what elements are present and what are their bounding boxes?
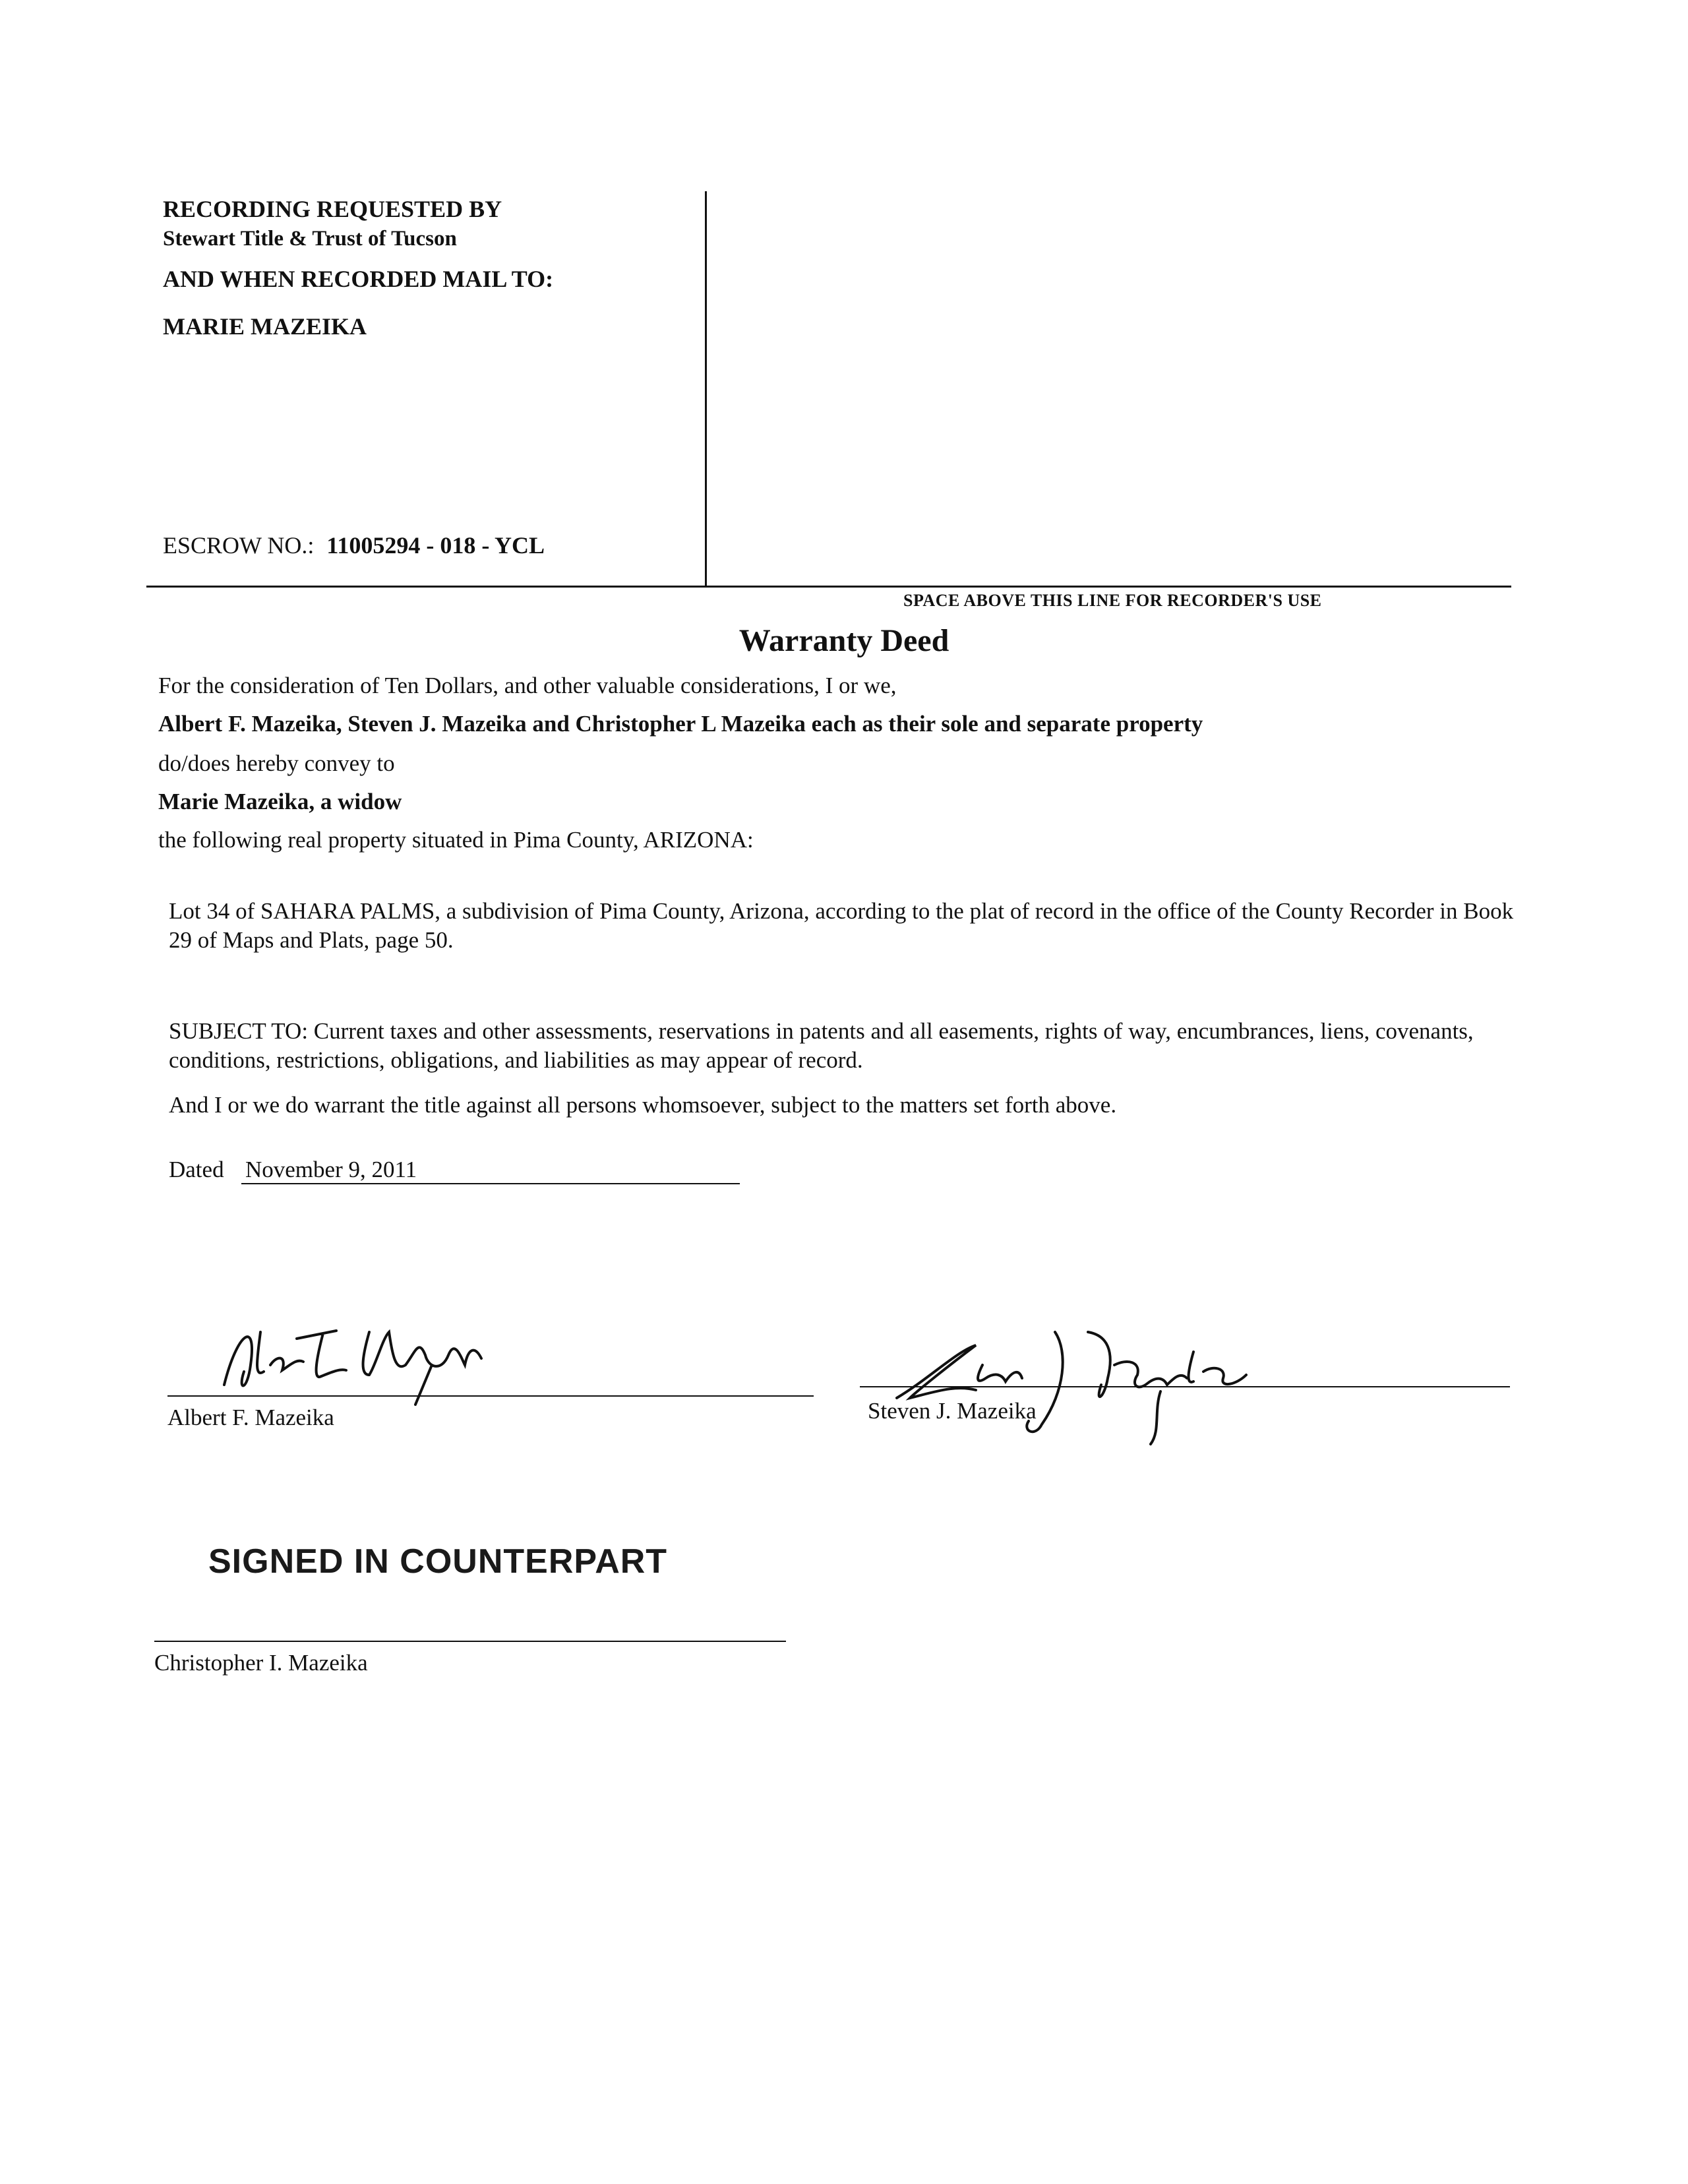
convey-text: do/does hereby convey to — [158, 750, 395, 776]
signature-steven-icon — [877, 1312, 1299, 1457]
signature-line-steven — [860, 1386, 1510, 1387]
signature-albert-icon — [198, 1292, 607, 1411]
signature-line-christopher — [154, 1641, 786, 1642]
signer-albert-name: Albert F. Mazeika — [167, 1405, 334, 1430]
consideration-text: For the consideration of Ten Dollars, and other valuable considerations, I or we, — [158, 673, 897, 698]
deed-title: Warranty Deed — [738, 623, 950, 658]
dated-label: Dated — [169, 1157, 224, 1182]
legal-description: Lot 34 of SAHARA PALMS, a subdivision of Pima County, Arizona, according to the plat of record in the office of the County Recorder in Book 29 of Maps and Plats, page 50. — [169, 898, 1514, 953]
grantee-text: Marie Mazeika, a widow — [158, 789, 402, 814]
recorder-space-line — [146, 586, 1511, 588]
subject-to: SUBJECT TO: Current taxes and other assessments, reservations in patents and all easements, rights of way, encumbrances, liens, covenants, conditions, restrictions, obligations, and liabilities as may appear of record. — [169, 1018, 1474, 1073]
escrow-line — [163, 531, 545, 559]
signer-christopher-name: Christopher I. Mazeika — [154, 1650, 368, 1676]
dated-value: November 9, 2011 — [245, 1157, 417, 1182]
mail-to-label: AND WHEN RECORDED MAIL TO: — [163, 266, 554, 292]
signed-in-counterpart-stamp: SIGNED IN COUNTERPART — [208, 1542, 668, 1581]
requester-name: Stewart Title & Trust of Tucson — [163, 227, 457, 251]
dated-underline — [241, 1183, 740, 1184]
mail-to-name: MARIE MAZEIKA — [163, 313, 367, 340]
escrow-label: ESCROW NO.: — [163, 532, 315, 559]
grantors-text: Albert F. Mazeika, Steven J. Mazeika and Christopher L Mazeika each as their sole and separate property — [158, 711, 1203, 737]
recording-requested-by: RECORDING REQUESTED BY — [163, 196, 502, 222]
escrow-number: 11005294 - 018 - YCL — [326, 532, 545, 559]
recorder-box-divider — [705, 191, 707, 587]
recorder-use-note: SPACE ABOVE THIS LINE FOR RECORDER'S USE — [903, 591, 1322, 610]
signer-steven-name: Steven J. Mazeika — [868, 1398, 1037, 1424]
property-intro: the following real property situated in Pima County, ARIZONA: — [158, 827, 754, 853]
warranty-text: And I or we do warrant the title against all persons whomsoever, subject to the matters set forth above. — [169, 1092, 1117, 1118]
signature-line-albert — [167, 1395, 814, 1397]
